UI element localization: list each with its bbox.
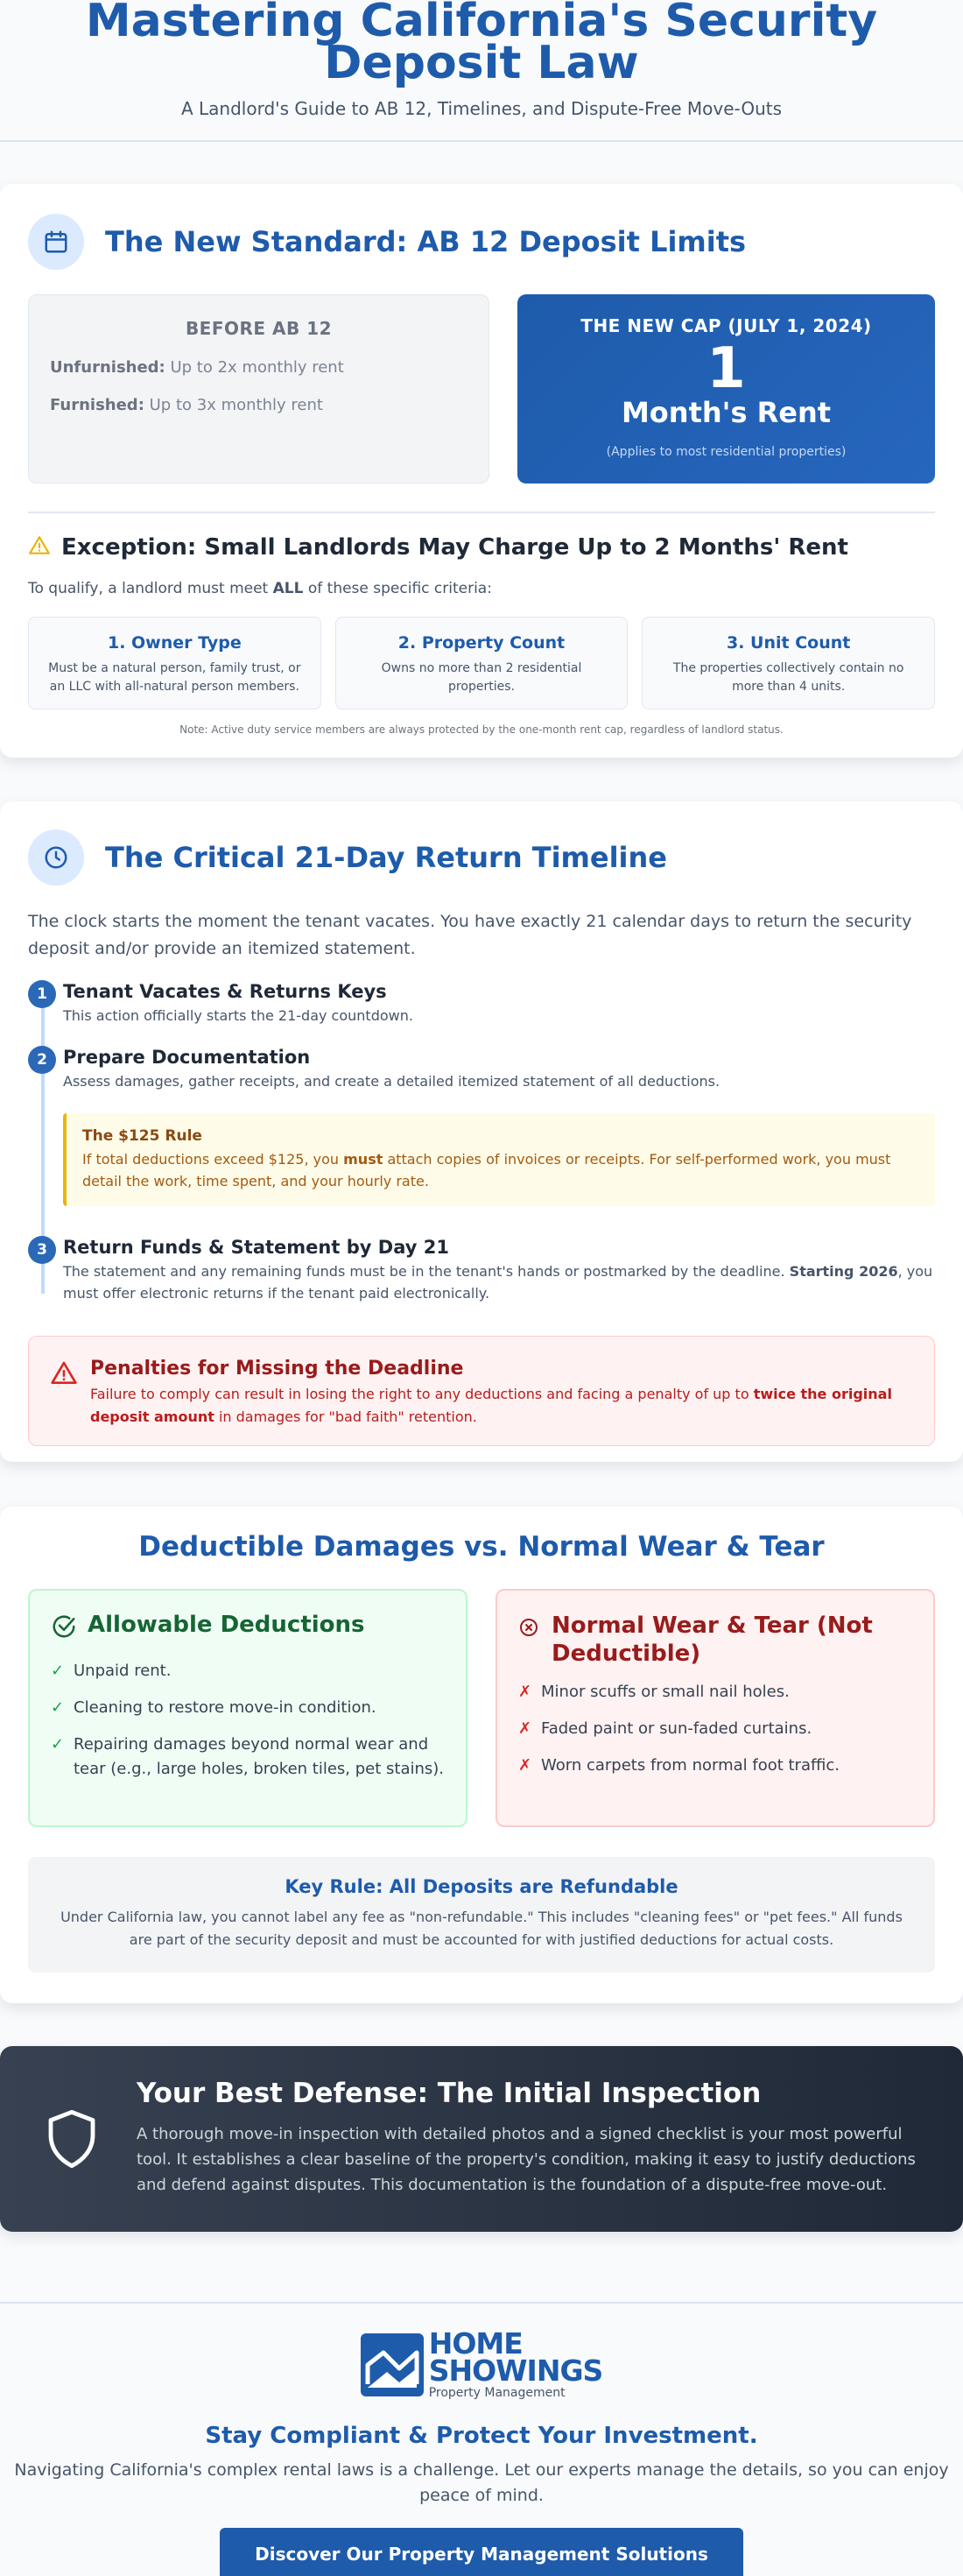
footer-tagline: Stay Compliant & Protect Your Investment. bbox=[205, 2423, 758, 2449]
timeline-intro: The clock starts the moment the tenant vacates. You have exactly 21 calendar days to return the security deposit and/or provide an itemized statement. bbox=[28, 912, 912, 958]
card-title: Normal Wear & Tear (Not Deductible) bbox=[552, 1613, 873, 1667]
section-title: Deductible Damages vs. Normal Wear & Tear bbox=[138, 1531, 825, 1563]
exception-title: Exception: Small Landlords May Charge Up to 2 Months' Rent bbox=[61, 534, 848, 561]
house-logo-icon bbox=[361, 2333, 424, 2396]
x-mark-icon: ✗ bbox=[518, 1719, 532, 1738]
step-text: Assess damages, gather receipts, and create a detailed itemized statement of all deductions. bbox=[63, 1073, 720, 1090]
step-title: Return Funds & Statement by Day 21 bbox=[63, 1237, 449, 1258]
company-logo bbox=[0, 2326, 963, 2400]
list-item bbox=[518, 1754, 912, 1778]
before-heading: BEFORE AB 12 bbox=[185, 318, 333, 339]
unfurnished-row bbox=[50, 358, 467, 377]
criteria-text: Must be a natural person, family trust, or an LLC with all-natural person members. bbox=[48, 661, 301, 694]
rule-bold: must bbox=[343, 1151, 383, 1168]
qualify-text bbox=[28, 580, 935, 597]
unfurnished-value: Up to 2x monthly rent bbox=[165, 358, 344, 377]
list-item bbox=[518, 1680, 912, 1704]
before-ab12-card bbox=[28, 294, 489, 483]
criteria-text: Owns no more than 2 residential properties. bbox=[381, 661, 582, 694]
card-header bbox=[518, 1612, 912, 1668]
criteria-unit-count bbox=[642, 617, 935, 709]
logo-line3: Property Management bbox=[428, 2386, 566, 2400]
step-title: Tenant Vacates & Returns Keys bbox=[63, 981, 387, 1002]
timeline bbox=[28, 980, 935, 1304]
timeline-section bbox=[0, 801, 963, 1462]
check-circle-icon bbox=[51, 1613, 77, 1643]
step-text: This action officially starts the 21-day countdown. bbox=[63, 1007, 413, 1024]
qualify-bold: ALL bbox=[272, 580, 304, 597]
furnished-row bbox=[50, 396, 467, 414]
section-header bbox=[28, 829, 935, 886]
qualify-post: of these specific criteria: bbox=[303, 580, 492, 597]
card-header bbox=[51, 1612, 445, 1643]
key-rule-title: Key Rule: All Deposits are Refundable bbox=[285, 1876, 678, 1897]
criteria-property-count bbox=[335, 617, 629, 709]
item-text: Worn carpets from normal foot traffic. bbox=[541, 1756, 840, 1775]
item-text: Unpaid rent. bbox=[74, 1662, 172, 1680]
rule-125-title: The $125 Rule bbox=[82, 1127, 202, 1145]
section-title: The New Standard: AB 12 Deposit Limits bbox=[105, 225, 747, 258]
wear-list bbox=[518, 1680, 912, 1778]
inspection-text: A thorough move-in inspection with detailed photos and a signed checklist is your most powerful tool. It establishes a clear baseline of the property's condition, making it easy to justify deductions and defend against disputes. This documentation is the foundation of a dispute-free move-out. bbox=[137, 2125, 916, 2194]
x-mark-icon: ✗ bbox=[518, 1683, 532, 1701]
discover-solutions-button[interactable]: Discover Our Property Management Solutions bbox=[220, 2528, 743, 2576]
unfurnished-label: Unfurnished: bbox=[50, 358, 165, 377]
criteria-text: The properties collectively contain no more than 4 units. bbox=[672, 661, 904, 694]
furnished-value: Up to 3x monthly rent bbox=[144, 396, 323, 414]
criteria-title: 3. Unit Count bbox=[727, 633, 851, 653]
penalty-callout bbox=[28, 1336, 935, 1446]
cap-sub: (Applies to most residential properties) bbox=[606, 445, 847, 459]
step-text bbox=[63, 1260, 935, 1304]
penalty-pre: Failure to comply can result in losing the right to any deductions and facing a penalty of up to bbox=[90, 1386, 754, 1402]
rule-post: attach copies of invoices or receipts. For self-performed work, you must detail the work, time spent, and your hourly rate. bbox=[82, 1151, 891, 1189]
logo-line1: HOME bbox=[428, 2326, 523, 2361]
allow-list bbox=[51, 1659, 445, 1782]
section-header bbox=[28, 214, 935, 270]
criteria-title: 2. Property Count bbox=[397, 633, 566, 653]
list-item bbox=[518, 1717, 912, 1741]
exception-header bbox=[28, 534, 935, 561]
check-icon: ✓ bbox=[51, 1735, 65, 1754]
item-text: Repairing damages beyond normal wear and tear (e.g., large holes, broken tiles, pet stains). bbox=[74, 1735, 445, 1778]
warning-icon bbox=[28, 534, 51, 561]
penalty-bold: twice the original deposit amount bbox=[90, 1386, 892, 1425]
furnished-label: Furnished: bbox=[50, 396, 144, 414]
inspection-section bbox=[0, 2046, 963, 2232]
penalty-title: Penalties for Missing the Deadline bbox=[90, 1358, 464, 1380]
inspection-body bbox=[137, 2078, 919, 2200]
page-title: Mastering California's Security Deposit Law bbox=[85, 0, 878, 89]
step-number: 3 bbox=[28, 1236, 56, 1264]
criteria-list bbox=[28, 617, 935, 709]
key-rule-text: Under California law, you cannot label any fee as "non-refundable." This includes "cleaning fees" or "pet fees." All funds are part of the security deposit and must be accounted for with justified deductions for actual costs. bbox=[60, 1909, 903, 1948]
key-rule-box bbox=[28, 1857, 935, 1973]
item-text: Minor scuffs or small nail holes. bbox=[541, 1683, 790, 1701]
timeline-step-2 bbox=[28, 1046, 935, 1092]
item-text: Faded paint or sun-faded curtains. bbox=[541, 1719, 812, 1738]
damages-columns bbox=[28, 1589, 935, 1827]
service-member-note: Note: Active duty service members are always protected by the one-month rent cap, regardless of landlord status. bbox=[179, 723, 784, 736]
footer bbox=[0, 2302, 963, 2576]
logo-line2: SHOWINGS bbox=[428, 2354, 603, 2388]
cap-number: 1 bbox=[706, 336, 746, 401]
shield-icon bbox=[44, 2107, 100, 2200]
penalty-text bbox=[90, 1383, 913, 1429]
normal-wear-card bbox=[496, 1589, 935, 1827]
alert-icon bbox=[50, 1359, 78, 1424]
penalty-post: in damages for "bad faith" retention. bbox=[214, 1408, 477, 1425]
check-icon: ✓ bbox=[51, 1662, 65, 1680]
inspection-title: Your Best Defense: The Initial Inspection bbox=[137, 2078, 762, 2109]
criteria-title: 1. Owner Type bbox=[107, 633, 242, 653]
logo-text bbox=[428, 2326, 603, 2400]
x-circle-icon bbox=[518, 1617, 539, 1641]
cap-unit: Month's Rent bbox=[621, 396, 832, 429]
cap-heading: THE NEW CAP (JULY 1, 2024) bbox=[580, 315, 872, 336]
page-subtitle: A Landlord's Guide to AB 12, Timelines, and Dispute-Free Move-Outs bbox=[180, 98, 783, 119]
deposit-limits-section bbox=[0, 184, 963, 758]
qualify-pre: To qualify, a landlord must meet bbox=[28, 580, 273, 597]
step-title: Prepare Documentation bbox=[63, 1047, 311, 1068]
clock-icon bbox=[28, 829, 84, 886]
section-title: The Critical 21-Day Return Timeline bbox=[105, 841, 667, 874]
allowable-deductions-card bbox=[28, 1589, 467, 1827]
step-text-pre: The statement and any remaining funds must be in the tenant's hands or postmarked by the deadline. bbox=[63, 1263, 790, 1280]
new-cap-card bbox=[517, 294, 935, 483]
list-item bbox=[51, 1696, 445, 1720]
timeline-step-3 bbox=[28, 1236, 935, 1304]
rule-pre: If total deductions exceed $125, you bbox=[82, 1151, 344, 1168]
step-number: 2 bbox=[28, 1046, 56, 1074]
step-text-post: , you must offer electronic returns if the tenant paid electronically. bbox=[63, 1263, 933, 1302]
footer-text: Navigating California's complex rental laws is a challenge. Let our experts manage the details, so you can enjoy peace of mind. bbox=[14, 2460, 949, 2505]
step-number: 1 bbox=[28, 980, 56, 1008]
hero-header bbox=[0, 0, 963, 142]
rule-125-text bbox=[82, 1148, 919, 1192]
x-mark-icon: ✗ bbox=[518, 1756, 532, 1775]
check-icon: ✓ bbox=[51, 1698, 65, 1717]
item-text: Cleaning to restore move-in condition. bbox=[74, 1698, 376, 1717]
calendar-icon bbox=[28, 214, 84, 270]
list-item bbox=[51, 1659, 445, 1683]
step-text-bold: Starting 2026 bbox=[789, 1263, 898, 1280]
penalty-body bbox=[90, 1358, 913, 1424]
criteria-owner-type bbox=[28, 617, 321, 709]
list-item bbox=[51, 1733, 445, 1782]
damages-section bbox=[0, 1507, 963, 2003]
card-title: Allowable Deductions bbox=[88, 1612, 365, 1638]
comparison bbox=[28, 294, 935, 483]
timeline-step-1 bbox=[28, 980, 935, 1027]
rule-125-callout bbox=[63, 1113, 935, 1206]
divider bbox=[28, 512, 935, 513]
